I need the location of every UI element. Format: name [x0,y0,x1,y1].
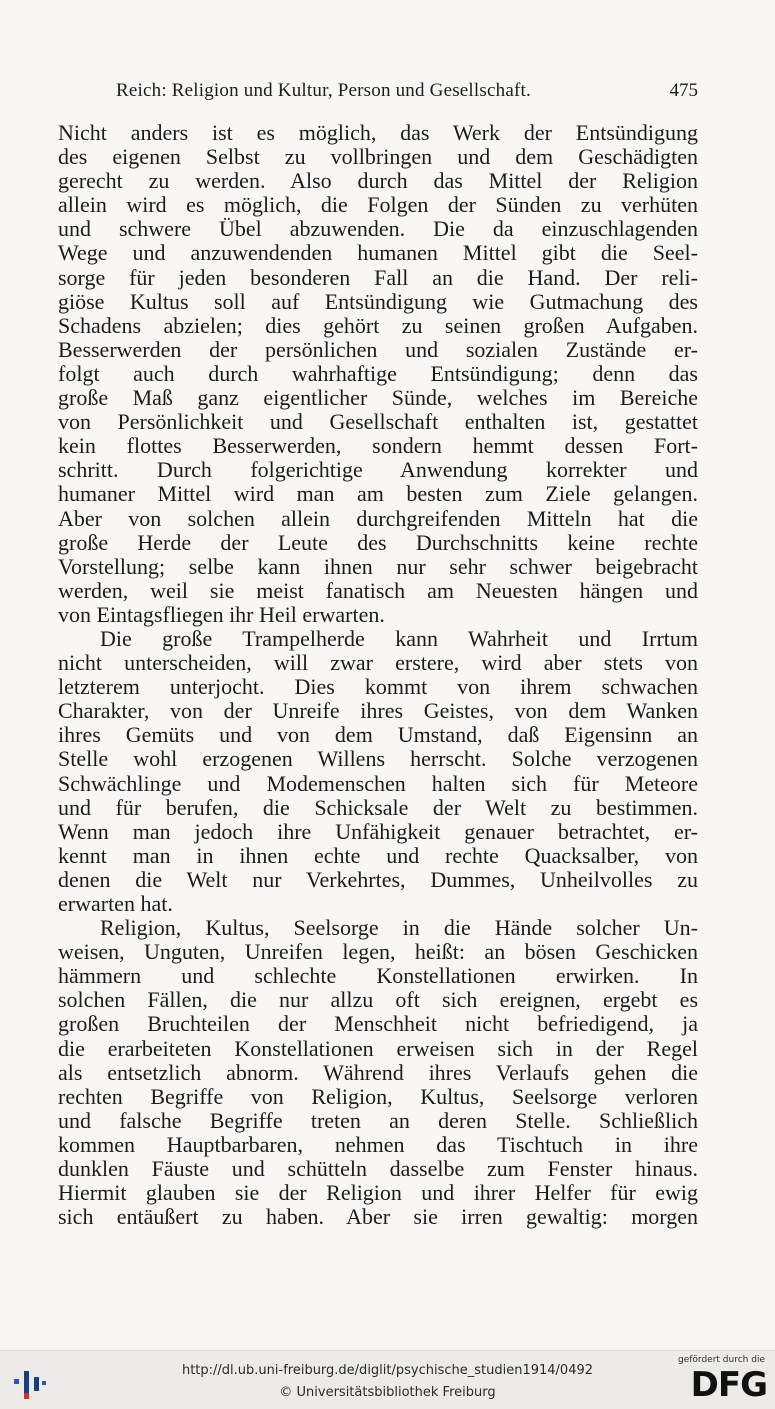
text-line: kein flottes Besserwerden, sondern hemmt dessen Fort- [58,433,698,459]
text-line: Hiermit glauben sie der Religion und ihrer Helfer für ewig [58,1180,698,1206]
text-line: Vorstellung; selbe kann ihnen nur sehr schwer beigebracht [58,553,698,579]
text-line: und für berufen, die Schicksale der Welt zu bestimmen. [58,794,698,820]
body-text [58,121,698,1229]
text-line: Besserwerden der persönlichen und sozialen Zustände er- [58,336,698,362]
text-line: hämmern und schlechte Konstellationen erwirken. In [58,963,698,989]
text-line: erwarten hat. [58,891,173,916]
text-line: große Maß ganz eigentlicher Sünde, welches im Bereiche [58,385,698,411]
text-line: Stelle wohl erzogenen Willens herrscht. Solche verzogenen [58,746,698,772]
text-line: große Herde der Leute des Durchschnitts keine rechte [58,529,698,555]
text-line: schritt. Durch folgerichtige Anwendung korrekter und [58,457,698,483]
text-line: weisen, Unguten, Unreifen legen, heißt: an bösen Geschicken [58,939,698,965]
text-line: gerecht zu werden. Also durch das Mittel der Religion [58,168,698,194]
running-title: Reich: Religion und Kultur, Person und Gesellschaft. [116,80,531,101]
text-line: letzterem unterjocht. Dies kommt von ihrem schwachen [58,674,698,700]
text-line: humaner Mittel wird man am besten zum Ziele gelangen. [58,481,698,507]
text-line: von Eintagsfliegen ihr Heil erwarten. [58,601,385,627]
text-line: Die große Trampelherde kann Wahrheit und Irrtum [100,625,698,651]
dfg-logo-icon: DFG [690,1365,767,1405]
text-line: rechten Begriffe von Religion, Kultus, Seelsorge verloren [58,1083,698,1109]
paragraph [58,627,698,916]
copyright-notice: © Universitätsbibliothek Freiburg [279,1385,496,1400]
text-line: allein wird es möglich, die Folgen der Sünden zu verhüten [58,192,698,218]
text-line: dunklen Fäuste und schütteln dasselbe zum Fenster hinaus. [58,1156,698,1182]
text-line: Charakter, von der Unreife ihres Geistes, von dem Wanken [58,698,698,724]
paragraph [58,916,698,1229]
text-line: des eigenen Selbst zu vollbringen und dem Geschädigten [58,144,698,170]
text-line: folgt auch durch wahrhaftige Entsündigung; denn das [58,360,698,386]
funder-tagline: gefördert durch die [678,1355,765,1365]
text-line: Aber von solchen allein durchgreifenden Mitteln hat die [58,505,698,531]
text-line: kommen Hauptbarbaren, nehmen das Tischtuch in ihre [58,1131,698,1157]
text-line: sich entäußert zu haben. Aber sie irren gewaltig: morgen [58,1204,698,1230]
text-line: Nicht anders ist es möglich, das Werk der Entsündigung [58,120,698,145]
text-line: nicht unterscheiden, will zwar erstere, wird aber stets von [58,650,698,676]
text-line: sorge für jeden besonderen Fall an die Hand. Der reli- [58,264,698,290]
running-head [58,80,698,106]
text-line: solchen Fällen, die nur allzu oft sich ereignen, ergebt es [58,987,698,1013]
text-line: kennt man in ihnen echte und rechte Quacksalber, von [58,842,698,868]
page-number: 475 [669,80,698,101]
text-line: Schwächlinge und Modemenschen halten sich für Meteore [58,770,698,796]
text-line: und falsche Begriffe treten an deren Stelle. Schließlich [58,1107,698,1133]
text-line: denen die Welt nur Verkehrtes, Dummes, Unheilvolles zu [58,866,698,892]
text-line: die erarbeiteten Konstellationen erweisen sich in der Regel [58,1035,698,1061]
text-line: giöse Kultus soll auf Entsündigung wie Gutmachung des [58,288,698,314]
text-line: Wenn man jedoch ihre Unfähigkeit genauer betrachtet, er- [58,818,698,844]
paragraph [58,121,698,627]
viewer-footer [0,1350,775,1409]
text-line: und schwere Übel abzuwenden. Die da einzuschlagenden [58,216,698,242]
text-line: als entsetzlich abnorm. Während ihres Verlaufs gehen die [58,1059,698,1085]
text-line: großen Bruchteilen der Menschheit nicht befriedigend, ja [58,1011,698,1037]
text-line: Wege und anzuwendenden humanen Mittel gibt die Seel- [58,240,698,266]
text-line: werden, weil sie meist fanatisch am Neuesten hängen und [58,577,698,603]
text-line: ihres Gemüts und von dem Umstand, daß Eigensinn an [58,722,698,748]
text-line: von Persönlichkeit und Gesellschaft enthalten ist, gestattet [58,409,698,435]
text-line: Schadens abzielen; dies gehört zu seinen großen Aufgaben. [58,312,698,338]
text-line: Religion, Kultus, Seelsorge in die Hände solcher Un- [100,915,698,941]
permalink-url[interactable]: http://dl.ub.uni-freiburg.de/diglit/psychische_studien1914/0492 [181,1363,594,1378]
